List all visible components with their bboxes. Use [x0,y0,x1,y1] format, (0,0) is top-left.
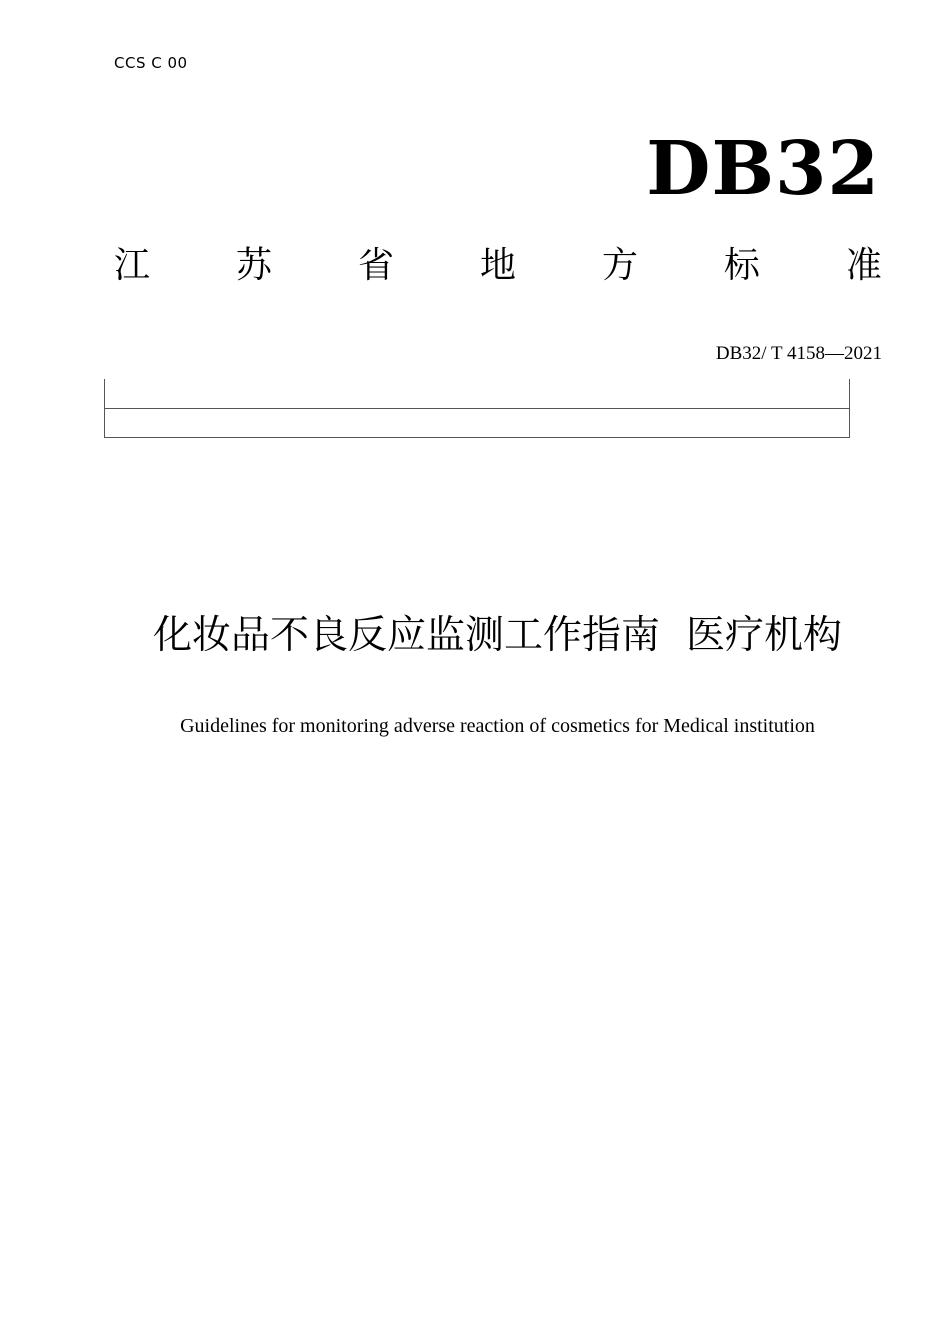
ccs-classification-code: CCS C 00 [114,54,188,72]
document-title-en: Guidelines for monitoring adverse reaction of cosmetics for Medical institution [180,715,815,737]
document-title-cn [0,612,950,660]
standard-type-char: 省 [357,245,394,286]
standard-number: DB32/ T 4158—2021 [715,343,882,364]
header-rule-divider [105,408,849,409]
standard-type-char: 苏 [235,245,272,286]
standard-type-char: 标 [723,245,760,286]
title-cn-main: 化妆品不良反应监测工作指南 [152,613,660,658]
db32-standard-logo: DB32 [646,126,880,212]
title-cn-sub: 医疗机构 [686,613,843,658]
standard-type-heading [114,244,882,288]
standard-type-char: 准 [845,245,882,286]
standard-type-char: 方 [601,245,638,286]
standard-type-char: 江 [114,245,151,286]
standard-type-char: 地 [479,245,516,286]
header-rule-box [104,379,850,438]
